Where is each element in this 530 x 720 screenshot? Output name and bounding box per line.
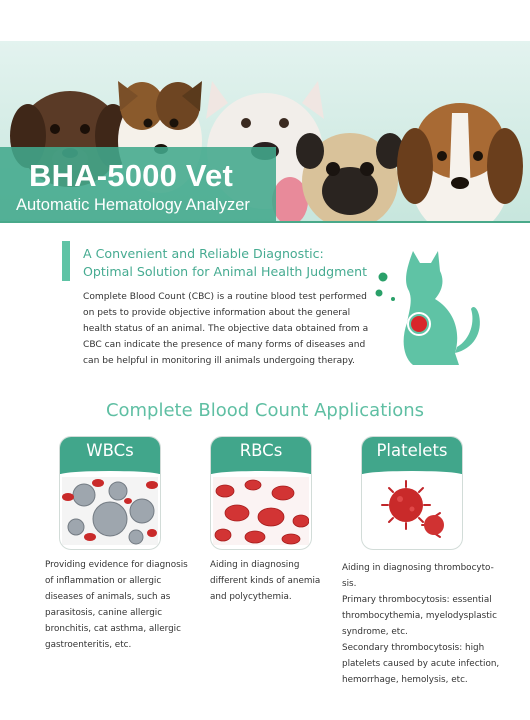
- wbc-description: Providing evidence for diagnosis of inflammation or allergic diseases of animals, such as parasitosis, canine allergic bronchitis, cat asthma, allergic gastroenteritis, etc.: [45, 560, 188, 650]
- cat-silhouette-icon: [373, 249, 491, 369]
- intro-heading-line2: Optimal Solution for Animal Health Judgment: [83, 264, 368, 279]
- hero-divider: [0, 221, 530, 223]
- platelets-card: [361, 436, 463, 550]
- intro-heading-line1: A Convenient and Reliable Diagnostic:: [83, 246, 324, 261]
- card-label-wbcs: WBCs: [86, 441, 134, 460]
- rbc-card: [210, 436, 312, 550]
- wbc-card: [59, 436, 161, 550]
- dog-pug: [296, 133, 404, 223]
- card-label-platelets: Platelets: [376, 441, 448, 460]
- card-header: [361, 436, 463, 474]
- rbc-illustration: [213, 477, 309, 545]
- wbc-illustration: [62, 477, 158, 545]
- heading-accent-bar: [62, 241, 70, 281]
- product-subtitle: Automatic Hematology Analyzer: [16, 196, 250, 214]
- card-header: [210, 436, 312, 474]
- card-label-rbcs: RBCs: [239, 441, 283, 460]
- intro-paragraph: Complete Blood Count (CBC) is a routine blood test performed on pets to provide objective information about the general health status of an animal. The objective data obtained from a CBC can indicate the presence of many forms of diseases and can be helpful in monitoring ill animals undergoing therapy.: [83, 292, 369, 366]
- platelets-description: Aiding in diagnosing thrombocyto- sis. Primary thrombocytosis: essential thrombocythemia, myelodysplastic syndrome, etc. Secondary thrombocytosis: high platelets caused by acute infection, hemorrhage, hemolysis, etc.: [342, 563, 500, 685]
- platelet-illustration: [364, 477, 460, 545]
- card-header: [59, 436, 161, 474]
- rbc-description: Aiding in diagnosing different kinds of anemia and polycythemia.: [210, 560, 321, 602]
- section-title: Complete Blood Count Applications: [105, 400, 425, 421]
- product-title: BHA-5000 Vet: [29, 158, 233, 193]
